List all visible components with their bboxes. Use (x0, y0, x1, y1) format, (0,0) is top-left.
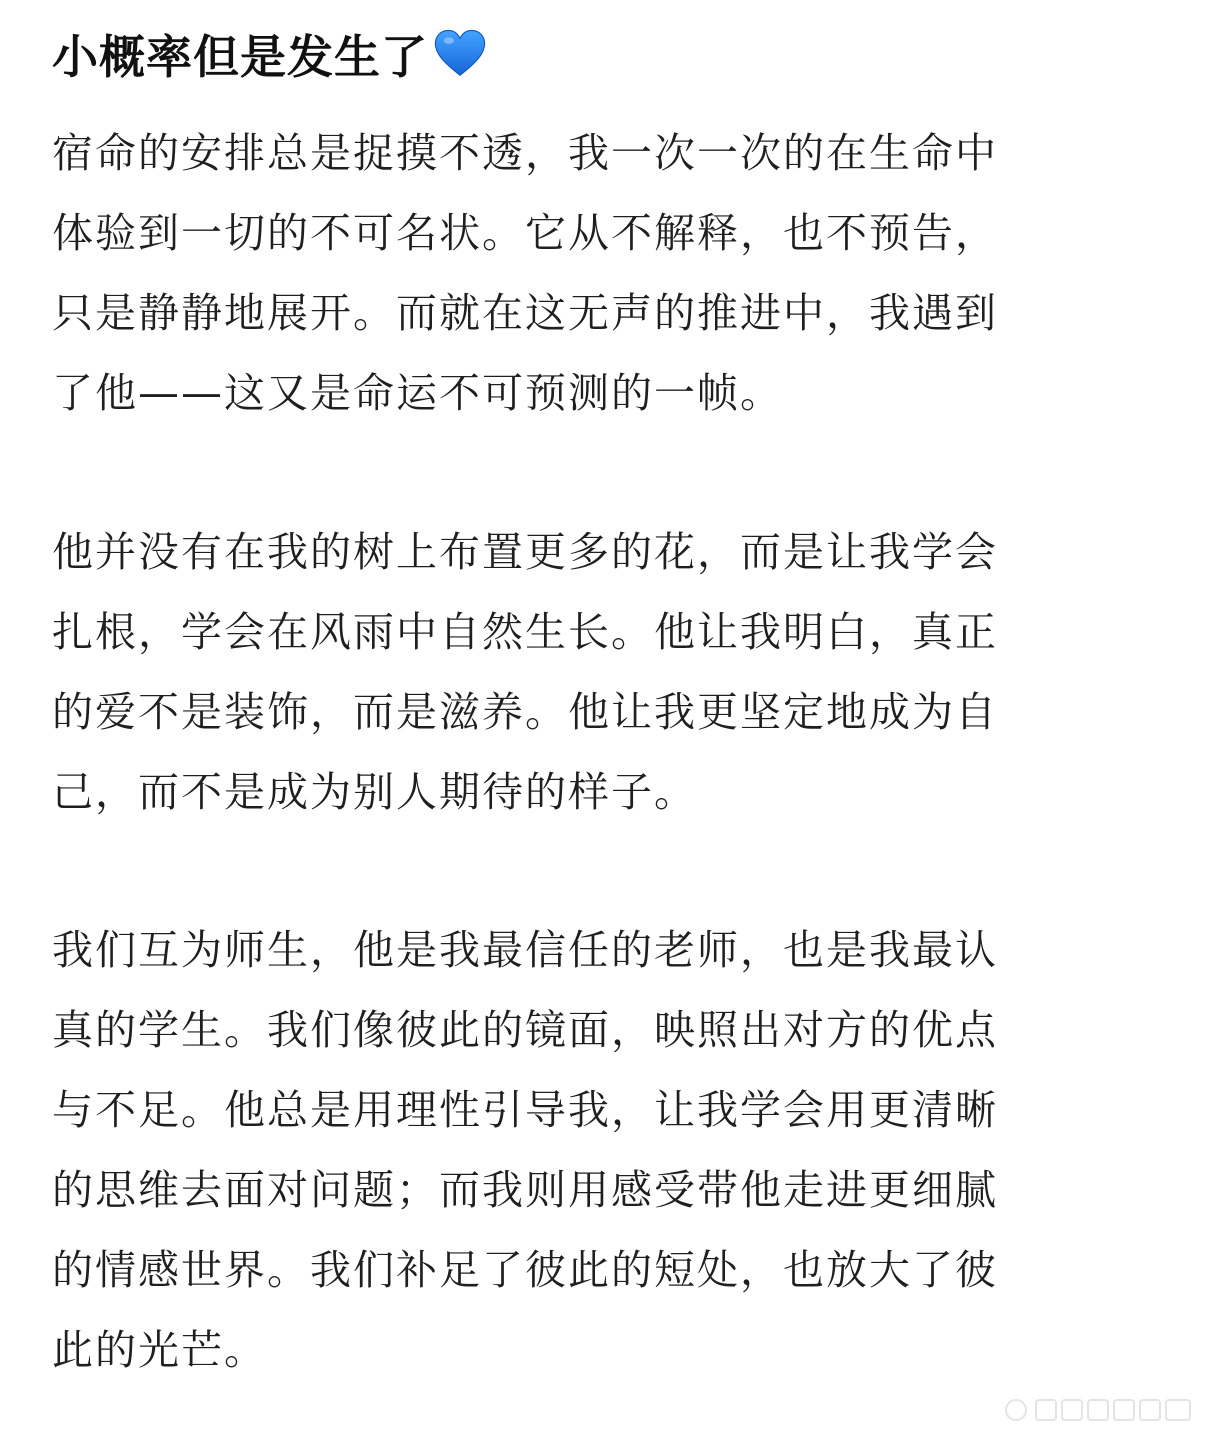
paragraph-2 (52, 512, 1132, 832)
post-title (52, 22, 488, 86)
paragraph-line: 真的学生。我们像彼此的镜面，映照出对方的优点 (52, 1006, 998, 1054)
paragraph-line: 我们互为师生，他是我最信任的老师，也是我最认 (52, 926, 998, 974)
paragraph-line: 宿命的安排总是捉摸不透，我一次一次的在生命中 (52, 129, 998, 177)
paragraph-line: 扎根，学会在风雨中自然生长。他让我明白，真正 (52, 608, 998, 656)
paragraph-line: 的情感世界。我们补足了彼此的短处，也放大了彼 (52, 1246, 998, 1294)
paragraph-line: 体验到一切的不可名状。它从不解释，也不预告， (52, 209, 998, 257)
watermark-logo (1002, 1395, 1198, 1425)
paragraph-line: 他并没有在我的树上布置更多的花，而是让我学会 (52, 528, 998, 576)
post-title-text: 小概率但是发生了 (52, 30, 428, 84)
paragraph-line: 此的光芒。 (52, 1326, 267, 1374)
paragraph-line: 与不足。他总是用理性引导我，让我学会用更清晰 (52, 1086, 998, 1134)
paragraph-line: 己，而不是成为别人期待的样子。 (52, 768, 697, 816)
paragraph-line: 的爱不是装饰，而是滋养。他让我更坚定地成为自 (52, 688, 998, 736)
paragraph-line: 只是静静地展开。而就在这无声的推进中，我遇到 (52, 289, 998, 337)
paragraph-3 (52, 910, 1132, 1390)
paragraph-1 (52, 113, 1132, 433)
paragraph-line: 了他——这又是命运不可预测的一帧。 (52, 369, 783, 417)
blue-heart-icon (432, 26, 488, 82)
paragraph-line: 的思维去面对问题；而我则用感受带他走进更细腻 (52, 1166, 998, 1214)
